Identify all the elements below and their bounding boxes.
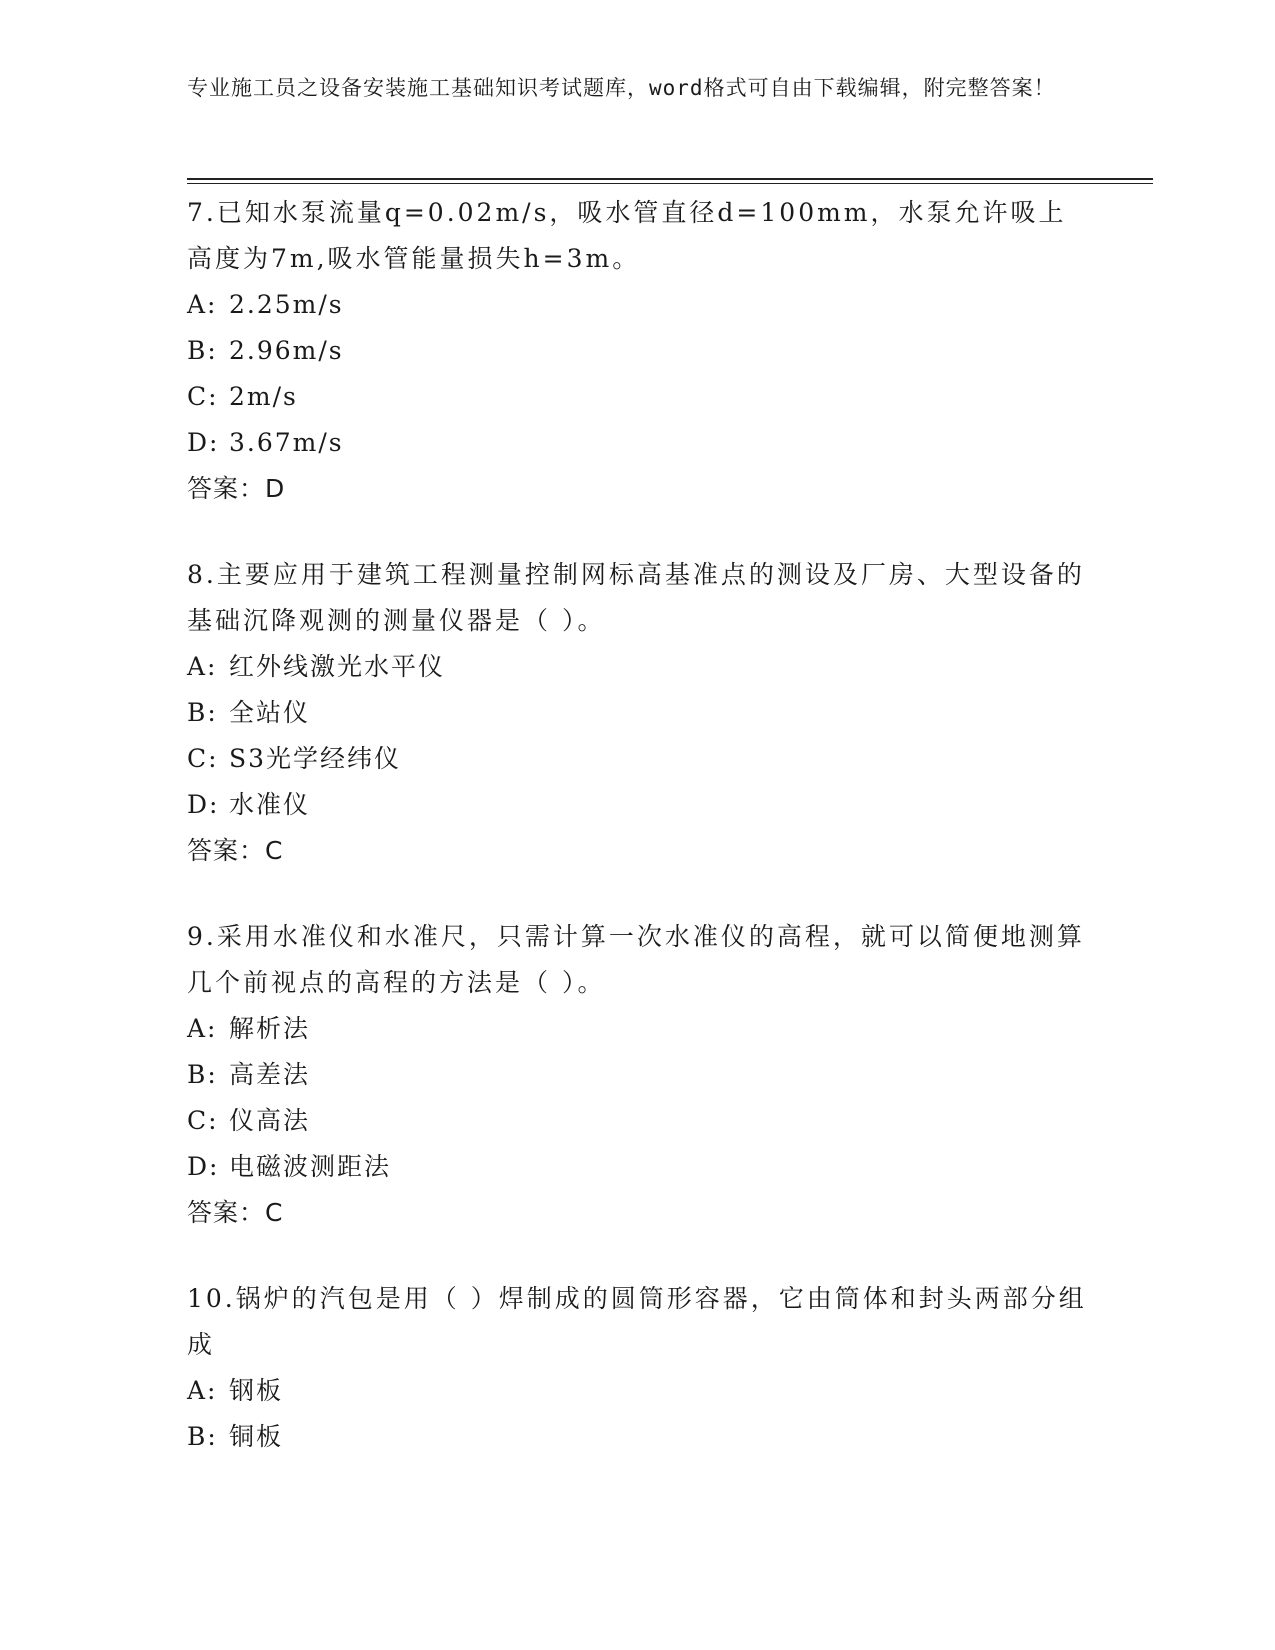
option-b: [187, 1052, 1087, 1098]
option-key: C:: [187, 1106, 219, 1135]
option-b: [187, 328, 1087, 374]
option-a: [187, 282, 1087, 328]
option-text: 铜板: [229, 1422, 284, 1451]
option-key: B:: [187, 1060, 218, 1089]
option-key: B:: [187, 1422, 218, 1451]
option-text: 2m/s: [229, 382, 298, 411]
option-a: [187, 1006, 1087, 1052]
option-b: [187, 1414, 1087, 1460]
option-d: [187, 782, 1087, 828]
answer-line: 答案：C: [187, 1198, 284, 1227]
option-d: [187, 1144, 1087, 1190]
option-b: [187, 690, 1087, 736]
option-key: D:: [187, 790, 220, 819]
question-list: [187, 190, 1087, 1500]
option-a: [187, 644, 1087, 690]
option-text: 解析法: [229, 1014, 311, 1043]
option-key: C:: [187, 744, 219, 773]
option-c: [187, 736, 1087, 782]
question-10: [187, 1276, 1087, 1460]
option-key: D:: [187, 1152, 220, 1181]
document-header: 专业施工员之设备安装施工基础知识考试题库，word格式可自由下载编辑，附完整答案！: [187, 76, 1056, 100]
option-key: B:: [187, 698, 218, 727]
answer-line: 答案：C: [187, 836, 284, 865]
question-7: [187, 190, 1087, 512]
option-c: [187, 374, 1087, 420]
header-divider-thin: [187, 183, 1153, 184]
option-text: 红外线激光水平仪: [229, 652, 446, 681]
option-key: D:: [187, 428, 220, 457]
option-key: A:: [187, 652, 218, 681]
question-stem: 7.已知水泵流量q=0.02m/s，吸水管直径d=100mm，水泵允许吸上高度为7m,吸水管能量损失h=3m。: [187, 198, 1067, 273]
option-text: 3.67m/s: [229, 428, 344, 457]
option-key: A:: [187, 1376, 218, 1405]
option-text: 电磁波测距法: [229, 1152, 392, 1181]
option-text: 钢板: [229, 1376, 284, 1405]
option-key: B:: [187, 336, 218, 365]
option-key: A:: [187, 1014, 218, 1043]
question-8: [187, 552, 1087, 874]
question-9: [187, 914, 1087, 1236]
answer-line: 答案：D: [187, 474, 286, 503]
option-a: [187, 1368, 1087, 1414]
option-text: 2.96m/s: [229, 336, 344, 365]
option-text: S3光学经纬仪: [229, 744, 402, 773]
question-stem: 10.锅炉的汽包是用（ ）焊制成的圆筒形容器，它由筒体和封头两部分组成: [187, 1284, 1087, 1359]
option-key: C:: [187, 382, 219, 411]
option-text: 仪高法: [229, 1106, 311, 1135]
question-stem: 9.采用水准仪和水准尺，只需计算一次水准仪的高程，就可以简便地测算几个前视点的高程的方法是（ ）。: [187, 922, 1085, 997]
option-text: 水准仪: [229, 790, 311, 819]
option-text: 2.25m/s: [229, 290, 344, 319]
header-divider-thick: [187, 178, 1153, 180]
option-d: [187, 420, 1087, 466]
option-text: 高差法: [229, 1060, 311, 1089]
option-key: A:: [187, 290, 218, 319]
option-c: [187, 1098, 1087, 1144]
option-text: 全站仪: [229, 698, 311, 727]
question-stem: 8.主要应用于建筑工程测量控制网标高基准点的测设及厂房、大型设备的基础沉降观测的测量仪器是（ ）。: [187, 560, 1085, 635]
